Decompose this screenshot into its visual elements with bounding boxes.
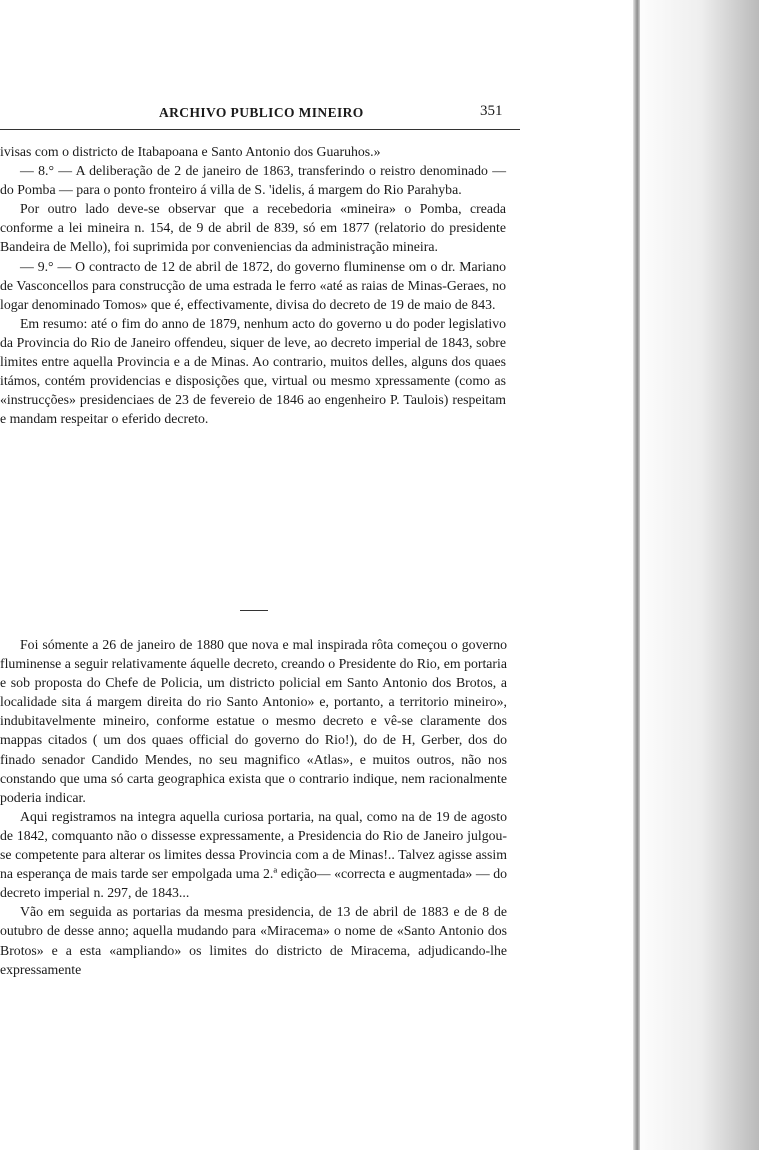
section-divider xyxy=(240,610,268,611)
paragraph: ivisas com o districto de Itabapoana e Santo Antonio dos Guaruhos.» xyxy=(0,144,381,159)
page-edge-shadow xyxy=(629,0,759,1150)
text-block-bottom xyxy=(0,635,507,979)
paragraph: — 9.° — O contracto de 12 de abril de 1872, do governo fluminense om o dr. Mariano de Vasconcellos para construcção de uma estrada le ferro «até as raias de Minas-Geraes, no logar denominado Tomos» que é, effectivamente, divisa do decreto de 19 de maio de 843. xyxy=(0,258,506,312)
header-title: ARCHIVO PUBLICO MINEIRO xyxy=(159,105,364,120)
page-fold-line xyxy=(633,0,640,1150)
paragraph: Por outro lado deve-se observar que a recebedoria «mineira» o Pomba, creada conforme a lei mineira n. 154, de 9 de abril de 839, só em 1877 (relatorio do presidente Bandeira de Mello), foi suprimida por conveniencias da administração mineira. xyxy=(0,201,506,255)
paragraph: Foi sómente a 26 de janeiro de 1880 que nova e mal inspirada rôta começou o governo fluminense a seguir relativamente áquelle decreto, creando o Presidente do Rio, em portaria e sob proposta do Chefe de Policia, um districto policial em Santo Antonio dos Brotos, a localidade sita á margem direita do rio Santo Antonio» e, portanto, a territorio mineiro», indubitavelmente mineiro, conforme estatue o mesmo decreto e vê-se claramente dos mappas citados ( um dos quaes official do governo do Rio!), do de H, Gerber, dos do finado senador Candido Mendes, no seu magnifico «Atlas», e muitos outros, não nos constando que uma só carta geographica exista que o contrario indique, nem racionalmente poderia indicar. xyxy=(0,637,507,805)
running-header xyxy=(0,105,520,125)
paragraph: Vão em seguida as portarias da mesma presidencia, de 13 de abril de 1883 e de 8 de outubro de desse anno; aquella mudando para «Miracema» o nome de «Santo Antonio dos Brotos» e a esta «ampliando» os limites do districto de Miracema, adjudicando-lhe expressamente xyxy=(0,904,507,977)
header-rule xyxy=(0,129,520,130)
paragraph: Aqui registramos na integra aquella curiosa portaria, na qual, como na de 19 de agosto de 1842, comquanto não o dissesse expressamente, a Presidencia do Rio de Janeiro julgou-se competente para alterar os limites dessa Provincia com a de Minas!.. Talvez agisse assim na esperança de mais tarde ser empolgada uma 2.ª edição— «correcta e augmentada» — do decreto imperial n. 297, de 1843... xyxy=(0,808,507,901)
page-number: 351 xyxy=(480,103,503,119)
paragraph: Em resumo: até o fim do anno de 1879, nenhum acto do governo u do poder legislativo da Provincia do Rio de Janeiro offendeu, siquer de leve, ao decreto imperial de 1843, sobre limites entre aquella Provincia e a de Minas. Ao contrario, muitos delles, alguns dos quaes itámos, contém providencias e disposições que, virtual ou mesmo xpressamente (como as «instrucções» presidenciaes de 23 de fevereio de 1846 ao engenheiro P. Taulois) respeitam e mandam respeitar o eferido decreto. xyxy=(0,315,506,427)
text-block-top xyxy=(0,142,506,428)
paragraph: — 8.° — A deliberação de 2 de janeiro de 1863, transferindo o reistro denominado — do Pomba — para o ponto fronteiro á villa de S. 'idelis, á margem do Rio Parahyba. xyxy=(0,163,506,198)
